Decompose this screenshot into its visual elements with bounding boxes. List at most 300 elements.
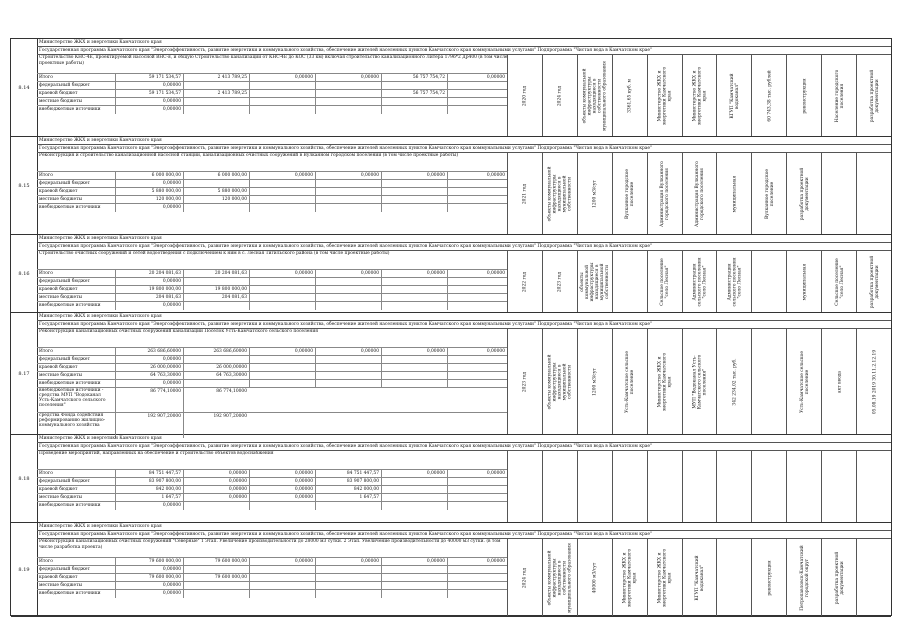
finance-value: 0,00000 [249,470,315,478]
attribute-cell [751,539,787,616]
attribute-cell [542,539,578,616]
finance-value: 0,00000 [315,270,381,278]
finance-value [249,502,315,510]
finance-label: Итого [39,349,53,354]
program-line: Государственная программа Камчатского края "Энергоэффективность, развитие энергетики и коммунального хозяйства, обеспечение жителей населенных пунктов Камчатского края коммунальными услугами" Подпрограмма "Чистая вода в Камчатском крае" [37,321,891,329]
attribute-text: 05.08.19 2019 30.11.2.12.19 [872,349,878,414]
attribute-cell [542,153,578,234]
attribute-cell [507,55,543,136]
finance-value: 0,00000 [315,172,381,180]
attribute-text: муниципальная [732,175,738,212]
table-row [11,313,891,435]
attribute-text: Петропавловск-Камчатский городской округ [799,544,810,611]
attribute-text: муниципальная [802,263,808,300]
object-description: Проведение мероприятий, направленных на обеспечение и строительство объектов водоснабжения [39,451,274,456]
attribute-cell [647,539,683,616]
finance-value: 0,00000 [447,348,507,356]
finance-value: 6 000 000,00 [183,172,249,180]
attribute-columns [507,451,891,522]
attribute-text: 2020 год [522,85,528,106]
finance-label: внебюджетные источники [39,205,101,210]
attribute-cell [716,251,752,312]
finance-label: федеральный бюджет [39,279,90,284]
program-line: Государственная программа Камчатского края "Энергоэффективность, развитие энергетики и коммунального хозяйства, обеспечение жителей населенных пунктов Камчатского края коммунальными услугами" Подпрограмма "Чистая вода в Камчатском крае" [37,243,891,251]
finance-value: 19 800 000,00 [183,286,249,294]
finance-value [315,502,381,510]
attribute-cell [856,153,892,234]
finance-value: 0,00000 [115,566,183,574]
finance-value: 64 763,30000 [183,372,249,380]
object-description: Реконструкция и строительство канализационной насосной станции, канализационных очистных сооружений в Вулканном городском поселении (в том числе проектные работы) [39,153,459,158]
finance-label: Итого [39,173,53,178]
attribute-text: объекты коммунальной инфраструктуры находящиеся в собственности муниципального образования [547,542,573,613]
finance-value: 0,00000 [115,302,183,310]
attribute-text: Сельское поселение "село Лесная" [660,257,671,306]
finance-value: 1 647,57 [115,494,183,502]
finance-value: 84 751 447,57 [115,470,183,478]
finance-value: 0,00000 [249,74,315,82]
finance-value [315,204,381,212]
finance-label: местные бюджеты [39,197,83,202]
attribute-cell [716,451,752,522]
finance-value: 0,00000 [447,270,507,278]
program-line: Государственная программа Камчатского края "Энергоэффективность, развитие энергетики и коммунального хозяйства, обеспечение жителей населенных пунктов Камчатского края коммунальными услугами" Подпрограмма "Чистая вода в Камчатском крае" [37,443,891,451]
attribute-cell [542,251,578,312]
attribute-cell [821,251,857,312]
attribute-cell [612,55,648,136]
attribute-cell [682,451,718,522]
finance-value: 0,00000 [249,172,315,180]
finance-value: 0,00000 [447,74,507,82]
finance-value: 56 757 754,72 [381,74,447,82]
attribute-cell [577,539,613,616]
ministry-line: Министерство ЖКХ и энергетики Камчатского края [37,313,891,321]
finance-value: 842 000,00 [115,486,183,494]
attribute-text: 2021 год [522,183,528,204]
finance-value: 0,00000 [315,74,381,82]
attribute-cell [751,251,787,312]
finance-value: 79 600 000,00 [115,558,183,566]
finance-value: 0,00000 [249,486,315,494]
attribute-cell [786,251,822,312]
finance-value: 0,00000 [381,558,447,566]
finance-value: 0,00000 [249,558,315,566]
attribute-text: разработка проектной документации [869,69,880,122]
attribute-columns [507,55,891,136]
finance-value: 0,00000 [115,82,183,90]
finance-row [37,203,507,212]
finance-value: 0,00000 [381,348,447,356]
finance-value: 79 600 000,00 [183,574,249,582]
finance-value [249,590,315,598]
attribute-cell [507,451,543,522]
attribute-text: объекты коммунальной инфраструктуры находящиеся в муниципальной собственности [547,354,573,409]
finance-value [447,106,507,114]
finance-value [447,590,507,598]
attribute-text: Усть-Камчатское сельское поселение [625,350,636,413]
finance-value: 120 000,00 [115,196,183,204]
finance-value: 0,00000 [447,470,507,478]
finance-label: Итого [39,559,53,564]
finance-value: 56 757 754,72 [381,90,447,98]
attribute-text: Министерство ЖКХ и энергетики Камчатского края [622,548,638,607]
attribute-cell [577,329,613,434]
table-row [11,235,891,313]
finance-label: краевой бюджет [39,487,78,492]
finance-value: 0,00000 [447,558,507,566]
finance-value: 0,00000 [315,558,381,566]
finance-value: 120 000,00 [183,196,249,204]
attribute-text: 2023 год [522,371,528,392]
ministry-line: Министерство ЖКХ и энергетики Камчатского края [37,435,891,443]
finance-value [249,204,315,212]
attribute-cell [856,539,892,616]
ministry-line: Министерство ЖКХ и энергетики Камчатского края [37,137,891,145]
attribute-text: объекты коммунальной инфраструктуры находящиеся в муниципальной собственности [580,261,611,302]
attribute-cell [716,329,752,434]
ministry-line: Министерство ЖКХ и энергетики Камчатского края [37,39,891,47]
finance-value: 64 763,30000 [115,372,183,380]
finance-block [37,269,507,312]
finance-value: 0,00000 [381,470,447,478]
finance-label: Итого [39,75,53,80]
finance-value [183,106,249,114]
attribute-cell [786,451,822,522]
finance-value: 0,00000 [115,204,183,212]
object-description: Реконструкция канализационных очистных сооружений "Северные" 1 Этап. Увеличение производительности до 28000 м3 сутки. 2 Этап. Увеличение производительности до 40000 м3 сутки. (в том числе разработка проекта) [39,539,501,550]
finance-value: 0,00000 [249,270,315,278]
attribute-cell [577,55,613,136]
finance-value: 0,00000 [115,98,183,106]
finance-block [37,469,507,522]
ministry-line: Министерство ЖКХ и энергетики Камчатского края [37,523,891,531]
finance-row [37,501,507,510]
table-row [11,137,891,235]
finance-value: 0,00000 [249,478,315,486]
finance-value: 0,00000 [381,270,447,278]
row-index: 8.19 [11,523,38,616]
finance-value: 0,00000 [183,486,249,494]
attribute-cell [577,251,613,312]
finance-value [249,302,315,310]
attribute-cell [682,329,718,434]
attribute-text: Население городского поселения [834,69,845,122]
attribute-cell [786,55,822,136]
row-index: 8.17 [11,313,38,434]
attribute-cell [821,153,857,234]
finance-value [447,204,507,212]
finance-value: 0,00000 [115,180,183,188]
finance-label: Итого [39,271,53,276]
finance-value [249,106,315,114]
finance-label: местные бюджеты [39,99,83,104]
attribute-text: Вулканное городское поселение [625,168,636,219]
attribute-cell [542,329,578,434]
attribute-text: 1200 м3/сут [592,179,598,208]
finance-value [381,502,447,510]
finance-value [381,204,447,212]
attribute-cell [682,251,718,312]
attribute-columns [507,153,891,234]
object-description: Строительство очистных сооружений и сетей водоотведения с подключением к ним в с. Лесная Тигильского района (в том числе проектные работы) [39,251,390,256]
row-body [37,313,891,434]
finance-value: 192 907,20000 [183,413,249,438]
finance-value [183,502,249,510]
row-body [37,523,891,616]
finance-block [37,347,507,434]
row-index: 8.18 [11,435,38,522]
attribute-cell [856,55,892,136]
attribute-text: 2023 год [557,271,563,292]
finance-value: 0,00000 [315,348,381,356]
finance-value: 0,00000 [249,348,315,356]
attribute-cell [682,55,718,136]
finance-value: 83 907 800,00 [315,478,381,486]
finance-value: 79 600 000,00 [115,574,183,582]
attribute-text: КГУП "Камчатский водоканал" [729,72,740,119]
attribute-cell [856,451,892,522]
attribute-text: Администрация сельского поселения "село Лесная" [692,256,708,307]
finance-value: 2 413 789,25 [183,90,249,98]
attribute-text: Сельское поселение "село Лесная" [834,257,845,306]
finance-value: 6 000 000,00 [115,172,183,180]
attribute-text: 2024 год [557,85,563,106]
attribute-cell [716,539,752,616]
finance-value: 83 907 800,00 [115,478,183,486]
attribute-text: 3361,65 куб. м [627,78,633,113]
object-description: Реконструкция канализационных очистных сооружений канализации Поселок Усть-Камчатского сельского поселения [39,329,319,334]
attribute-cell [821,451,857,522]
attribute-text: МУП "Водоканал Усть-Камчатского сельского поселения" [692,354,708,409]
finance-value [183,204,249,212]
attribute-cell [507,251,543,312]
finance-label: краевой бюджет [39,575,78,580]
attribute-cell [542,55,578,136]
attribute-columns [507,251,891,312]
finance-label: краевой бюджет [39,365,78,370]
attribute-columns [507,329,891,434]
finance-value: 86 774,10000 [115,388,183,413]
finance-value: 2 413 789,25 [183,74,249,82]
finance-row [37,301,507,310]
finance-row [37,105,507,114]
finance-label: внебюджетные источники [39,503,101,508]
attribute-text: разработка проектной документации [869,255,880,308]
finance-label: внебюджетные источники - средства МУП "Водоканал Усть-Камчатского сельского поселения" [39,388,106,408]
program-line: Государственная программа Камчатского края "Энергоэффективность, развитие энергетики и коммунального хозяйства, обеспечение жителей населенных пунктов Камчатского края коммунальными услугами" Подпрограмма "Чистая вода в Камчатском крае" [37,47,891,55]
attribute-text: разработка проектной документации [799,167,810,220]
attribute-text: Министерство ЖКХ и энергетики Камчатского края [657,66,673,125]
row-body [37,137,891,234]
attribute-text: Вулканное городское поселение [764,168,775,219]
row-index: 8.16 [11,235,38,312]
finance-value [183,590,249,598]
finance-value: 20 204 081,63 [115,270,183,278]
attribute-cell [612,329,648,434]
attribute-text: Министерство ЖКХ и энергетики Камчатского края [657,548,673,607]
object-description: Строительство КНС-4Е, проектируемой насосной ВНС-я, и общую Строительство канализации от КНС-4Е до КОС (33 км) включая строительство канализационного Литера 1796*2 Др400 (в том числе проектные работы) [39,55,508,66]
finance-value: 79 600 000,00 [183,558,249,566]
finance-value: 5 880 000,00 [115,188,183,196]
attribute-text: 60 743,38 тыс. рублей [767,69,773,122]
attribute-text: акт ввода [837,370,843,393]
attribute-cell [821,329,857,434]
finance-value [447,502,507,510]
attribute-cell [612,539,648,616]
attribute-text: 1200 м3/сут [592,367,598,396]
row-index: 8.14 [11,39,38,136]
finance-row-extra [37,387,507,413]
finance-label: федеральный бюджет [39,357,90,362]
attribute-cell [786,329,822,434]
finance-value: 5 880 000,00 [183,188,249,196]
attribute-text: реконструкция [802,77,808,114]
attribute-cell [716,55,752,136]
finance-value: 192 907,20000 [115,413,183,438]
attribute-cell [577,451,613,522]
table-row [11,523,891,617]
finance-label: внебюджетные источники [39,591,101,596]
attribute-text: Администрация сельского поселения "село Лесная" [727,256,743,307]
finance-label: краевой бюджет [39,91,78,96]
finance-label: местные бюджеты [39,373,83,378]
attribute-cell [612,451,648,522]
finance-value: 59 171 534,57 [115,90,183,98]
finance-label: внебюджетные источники [39,381,101,386]
finance-value [381,106,447,114]
attribute-text: КГУП "Камчатский водоканал" [694,554,705,601]
finance-label: Итого [39,471,53,476]
finance-value [447,302,507,310]
finance-value: 0,00000 [115,590,183,598]
attribute-cell [647,451,683,522]
finance-value [315,106,381,114]
finance-label: федеральный бюджет [39,479,90,484]
attribute-text: объекты коммунальной инфраструктуры находящиеся в муниципальной собственности [547,166,573,221]
attribute-text: 2024 год [522,567,528,588]
finance-label: внебюджетные источники [39,303,101,308]
attribute-text: реконструкция [767,559,773,596]
attribute-cell [577,153,613,234]
finance-block [37,557,507,616]
finance-value: 0,00000 [447,172,507,180]
finance-value: 0,00000 [183,470,249,478]
finance-label: краевой бюджет [39,287,78,292]
attribute-cell [647,329,683,434]
finance-value: 263 686,60000 [115,348,183,356]
finance-label: федеральный бюджет [39,181,90,186]
attribute-cell [751,451,787,522]
finance-value [381,302,447,310]
finance-value [183,302,249,310]
finance-value [315,590,381,598]
attribute-text: объекты коммунальной инфраструктуры находящиеся в собственности муниципального образования [582,60,608,131]
row-body [37,435,891,522]
finance-value: 842 000,00 [315,486,381,494]
attribute-cell [647,153,683,234]
finance-label: федеральный бюджет [39,83,90,88]
attribute-cell [612,153,648,234]
attribute-text: 2022 год [522,271,528,292]
attribute-cell [542,451,578,522]
program-line: Государственная программа Камчатского края "Энергоэффективность, развитие энергетики и коммунального хозяйства, обеспечение жителей населенных пунктов Камчатского края коммунальными услугами" Подпрограмма "Чистая вода в Камчатском крае" [37,145,891,153]
finance-label: федеральный бюджет [39,567,90,572]
finance-value: 0,00000 [115,278,183,286]
attribute-cell [612,251,648,312]
attribute-cell [821,539,857,616]
finance-value: 20 204 081,63 [183,270,249,278]
attribute-columns [507,539,891,616]
attribute-cell [821,55,857,136]
row-body [37,235,891,312]
attribute-cell [751,55,787,136]
attribute-text: 40000 м3/сут [592,562,598,593]
finance-value [381,590,447,598]
attribute-cell [856,251,892,312]
attribute-text: Администрация Вулканного городского поселения [694,160,705,227]
finance-label: местные бюджеты [39,295,83,300]
finance-value: 263 686,60000 [183,348,249,356]
attribute-cell [507,329,543,434]
finance-value: 19 800 000,00 [115,286,183,294]
attribute-cell [507,539,543,616]
finance-value: 0,00000 [115,356,183,364]
attribute-text: Министерство ЖКХ и энергетики Камчатского края [657,352,673,411]
attribute-cell [751,153,787,234]
attribute-cell [856,329,892,434]
finance-value: 0,00000 [183,478,249,486]
attribute-cell [647,55,683,136]
finance-value: 59 171 534,57 [115,74,183,82]
attribute-cell [647,251,683,312]
finance-value: 26 000,00000 [115,364,183,372]
attribute-text: 342 234,02 тыс. руб. [732,357,738,406]
row-index: 8.15 [11,137,38,234]
finance-label: местные бюджеты [39,495,83,500]
row-body [37,39,891,136]
finance-value: 0,00000 [249,494,315,502]
attribute-text: Министерство ЖКХ и энергетики Камчатского края [692,66,708,125]
finance-value: 0,00000 [115,502,183,510]
investment-table [10,38,892,616]
finance-value: 86 774,10000 [183,388,249,413]
finance-value: 0,00000 [115,106,183,114]
table-row [11,39,891,137]
program-line: Государственная программа Камчатского края "Энергоэффективность, развитие энергетики и коммунального хозяйства, обеспечение жителей населенных пунктов Камчатского края коммунальными услугами" Подпрограмма "Чистая вода в Камчатском крае" [37,531,891,539]
attribute-cell [682,539,718,616]
finance-block [37,73,507,136]
ministry-line: Министерство ЖКХ и энергетики Камчатского края [37,235,891,243]
finance-label: внебюджетные источники [39,107,101,112]
finance-label: краевой бюджет [39,189,78,194]
finance-label: местные бюджеты [39,583,83,588]
finance-value: 0,00000 [183,494,249,502]
attribute-text: разработка проектной документации [834,551,845,604]
finance-value [315,302,381,310]
attribute-text: Администрация Вулканного городского поселения [660,160,671,227]
finance-value: 26 000,00000 [183,364,249,372]
finance-block [37,171,507,234]
attribute-cell [786,153,822,234]
finance-label: средства Фонда содействия реформированию жилищно-коммунального хозяйства [39,413,106,428]
finance-row [37,589,507,598]
attribute-cell [682,153,718,234]
attribute-cell [507,153,543,234]
finance-value: 84 751 447,57 [315,470,381,478]
finance-value: 0,00000 [115,380,183,388]
attribute-cell [716,153,752,234]
attribute-cell [751,329,787,434]
